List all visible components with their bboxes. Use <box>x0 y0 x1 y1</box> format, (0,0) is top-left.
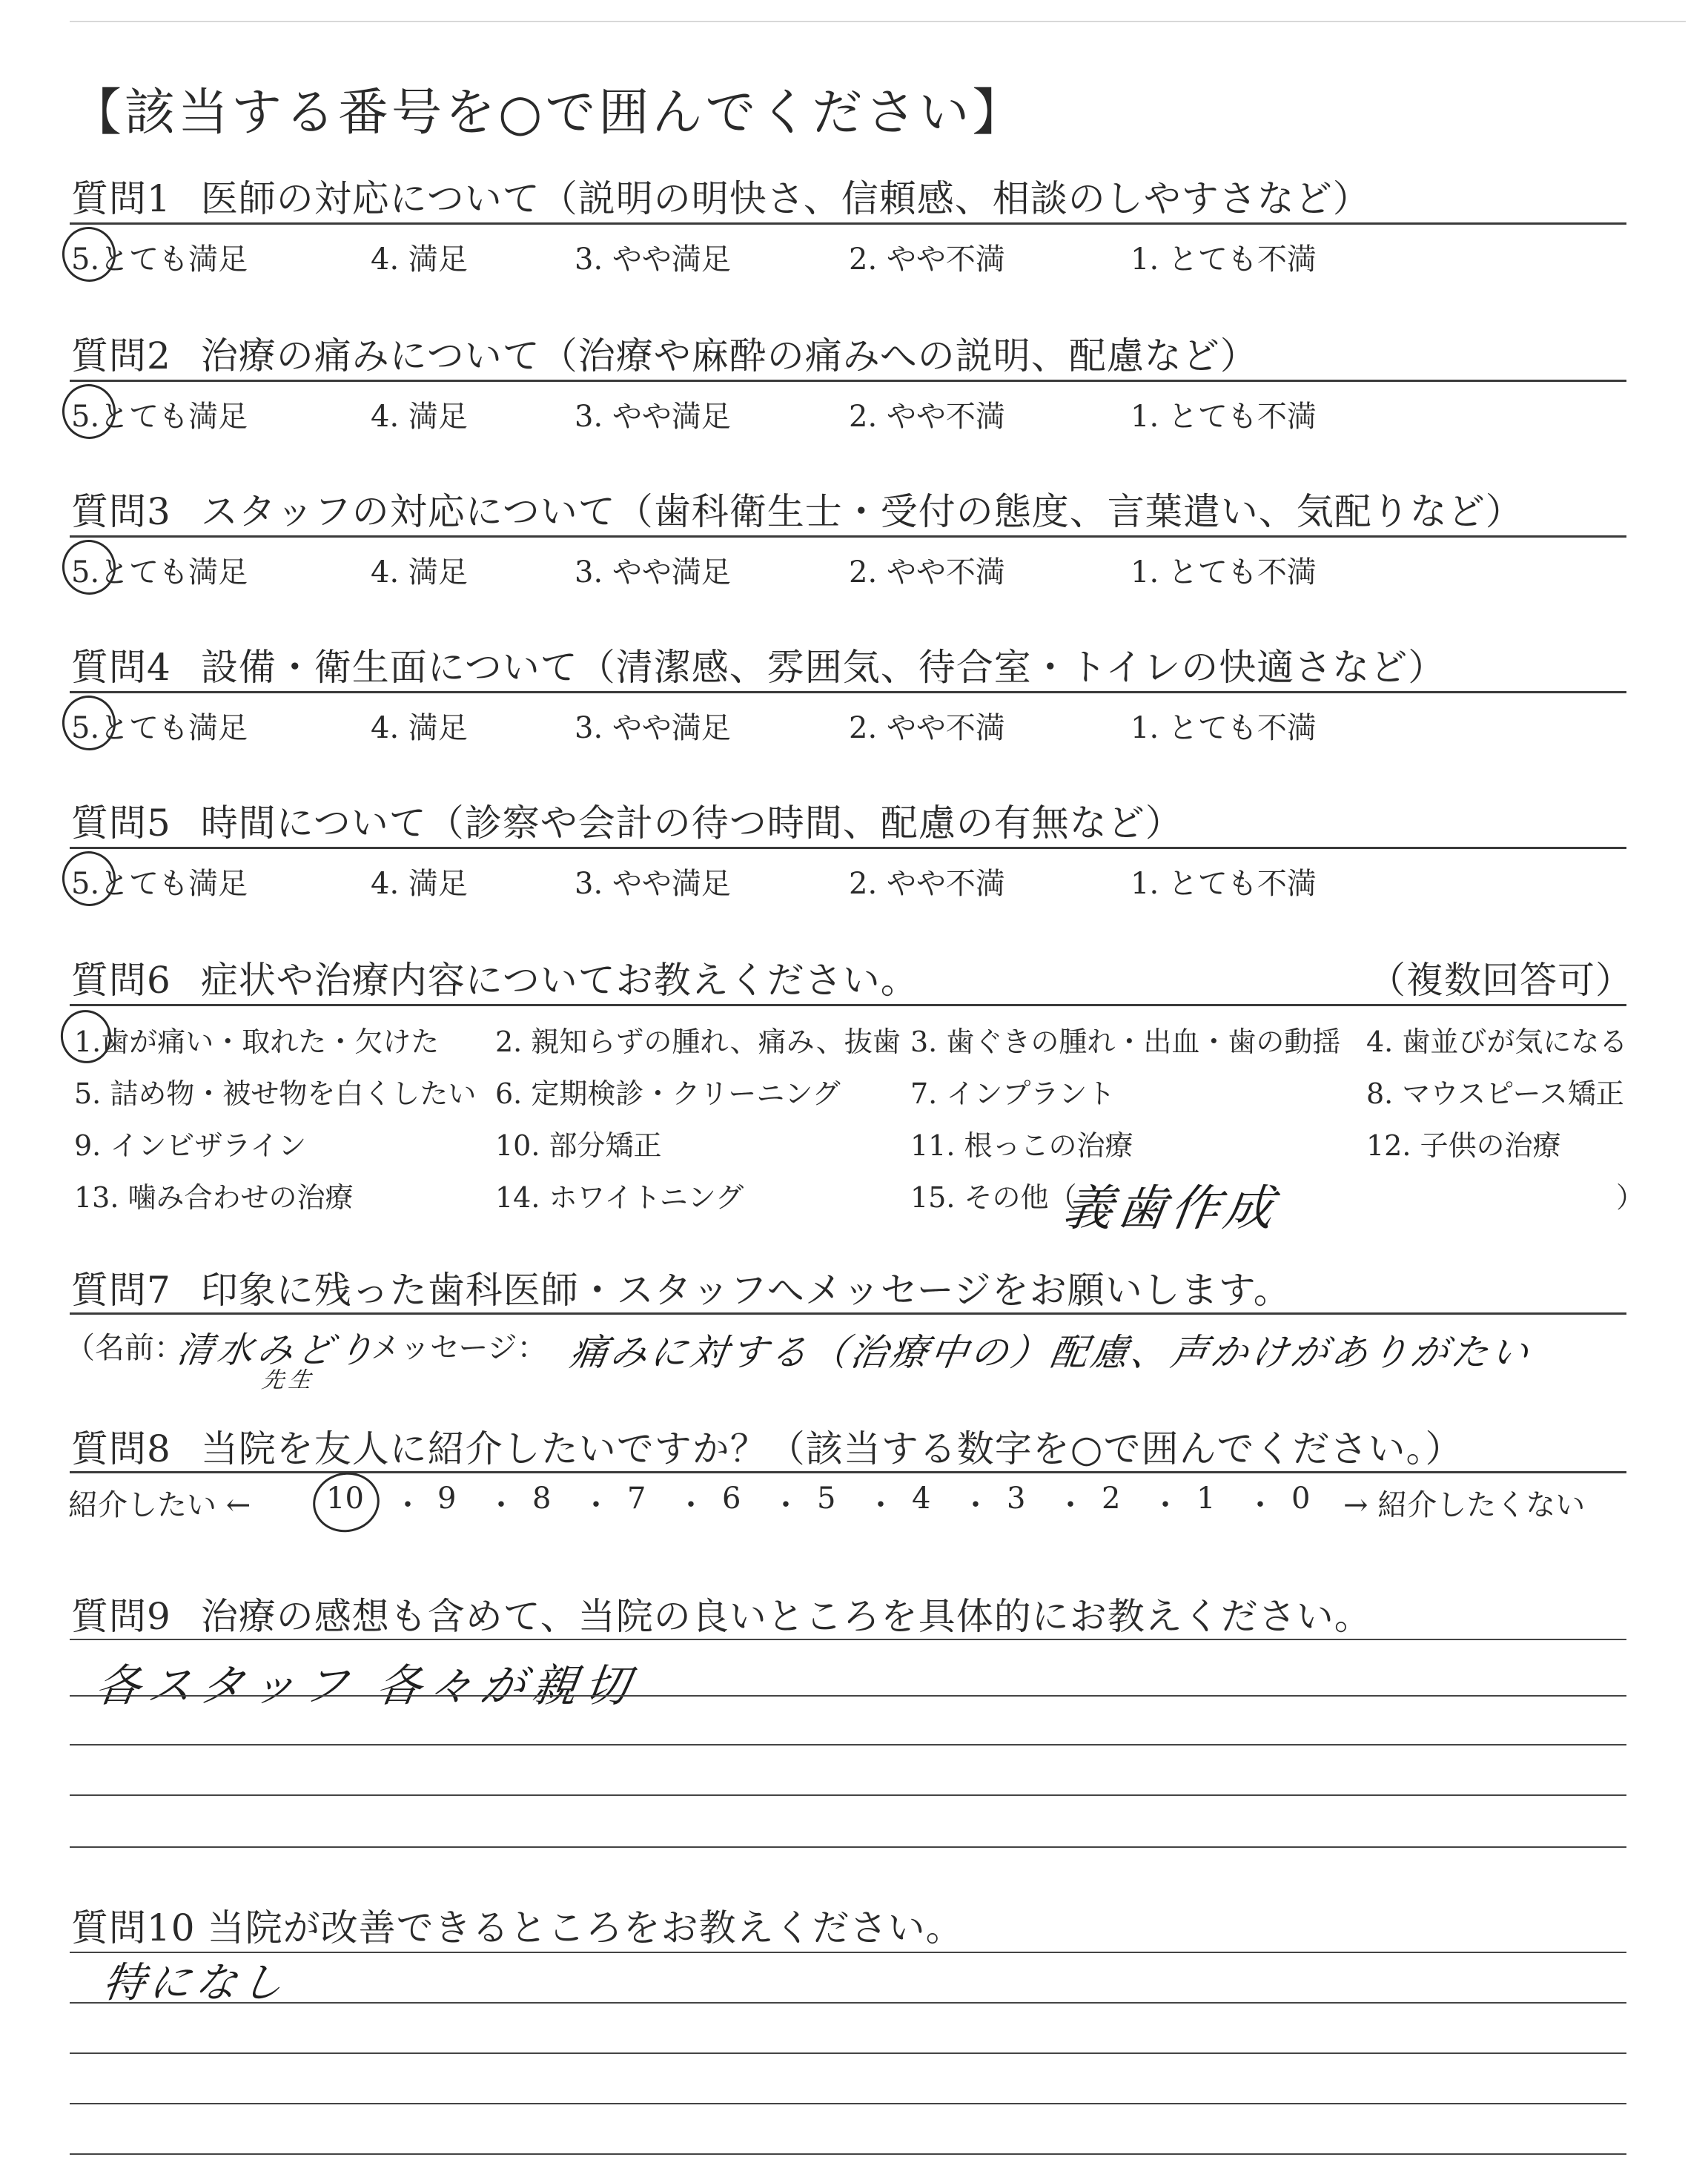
q7-name-handwritten: 清水みどり <box>174 1330 381 1371</box>
q9-rule-2 <box>70 1695 1626 1697</box>
q2-option-3[interactable]: 3. やや満足 <box>575 400 731 434</box>
q4-option-5[interactable]: 5.とても満足 <box>71 711 248 745</box>
q8-scale-9[interactable]: 9 <box>437 1482 457 1516</box>
q8-scale-10[interactable]: 10 <box>326 1482 364 1516</box>
q4-option-4[interactable]: 4. 満足 <box>371 711 468 745</box>
q1-option-2[interactable]: 2. やや不満 <box>849 242 1005 277</box>
q10-label: 質問10 当院が改善できるところをお教えください。 <box>71 1906 964 1949</box>
q8-dot: ・ <box>1245 1488 1275 1522</box>
q2-label: 質問2 治療の痛みについて（治療や麻酔の痛みへの説明、配慮など） <box>71 334 1258 377</box>
q2-rule <box>70 380 1626 382</box>
q8-dot: ・ <box>1151 1488 1180 1522</box>
q2-option-5[interactable]: 5.とても満足 <box>71 400 248 434</box>
q6-note: （複数回答可） <box>1368 959 1633 1002</box>
q4-option-3[interactable]: 3. やや満足 <box>575 711 731 745</box>
q5-option-4[interactable]: 4. 満足 <box>371 867 468 901</box>
q8-dot: ・ <box>676 1488 706 1522</box>
q3-option-4[interactable]: 4. 満足 <box>371 555 468 589</box>
q9-label: 質問9 治療の感想も含めて、当院の良いところを具体的にお教えください。 <box>71 1595 1372 1638</box>
q6-option-15[interactable]: 15. その他（ <box>910 1181 1077 1214</box>
q9-rule-4 <box>70 1794 1626 1796</box>
q8-dot: ・ <box>486 1488 516 1522</box>
q4-label: 質問4 設備・衛生面について（清潔感、雰囲気、待合室・トイレの快適さなど） <box>71 646 1446 689</box>
q8-dot: ・ <box>393 1488 423 1522</box>
q8-right-label: → 紹介したくない <box>1343 1488 1586 1522</box>
q6-label: 質問6 症状や治療内容についてお教えください。 <box>71 959 918 1002</box>
q4-rule <box>70 691 1626 693</box>
q3-option-3[interactable]: 3. やや満足 <box>575 555 731 589</box>
q8-scale-7[interactable]: 7 <box>627 1482 646 1516</box>
q6-option-7[interactable]: 7. インプラント <box>910 1077 1116 1110</box>
q9-answer-handwritten: 各スタッフ 各々が親切 <box>92 1660 640 1712</box>
q5-rule <box>70 847 1626 849</box>
q1-option-5[interactable]: 5.とても満足 <box>71 242 248 277</box>
q5-option-5[interactable]: 5.とても満足 <box>71 867 248 901</box>
q8-dot: ・ <box>1056 1488 1085 1522</box>
q8-scale-1[interactable]: 1 <box>1196 1482 1216 1516</box>
q10-rule-1 <box>70 1952 1626 1953</box>
q10-rule-3 <box>70 2052 1626 2054</box>
q4-option-2[interactable]: 2. やや不満 <box>849 711 1005 745</box>
q3-option-5[interactable]: 5.とても満足 <box>71 555 248 589</box>
page-top-border <box>70 21 1686 22</box>
q6-option-10[interactable]: 10. 部分矯正 <box>495 1129 662 1162</box>
q8-dot: ・ <box>771 1488 801 1522</box>
q3-rule <box>70 535 1626 538</box>
q9-rule-3 <box>70 1744 1626 1745</box>
q6-option-6[interactable]: 6. 定期検診・クリーニング <box>495 1077 841 1110</box>
q6-option-12[interactable]: 12. 子供の治療 <box>1366 1129 1561 1162</box>
q6-option-11[interactable]: 11. 根っこの治療 <box>910 1129 1133 1162</box>
q6-option-1[interactable]: 1.歯が痛い・取れた・欠けた <box>74 1025 440 1058</box>
q1-option-1[interactable]: 1. とても不満 <box>1131 242 1317 277</box>
q6-option-9[interactable]: 9. インビザライン <box>74 1129 307 1162</box>
q10-rule-5 <box>70 2153 1626 2155</box>
q7-name-handwritten-sub: 先生 <box>260 1367 317 1393</box>
q5-option-3[interactable]: 3. やや満足 <box>575 867 731 901</box>
q10-rule-4 <box>70 2103 1626 2104</box>
q7-message-handwritten: 痛みに対する（治療中の）配慮、声かけがありがたい <box>567 1331 1535 1374</box>
q8-rule <box>70 1471 1626 1473</box>
q2-option-2[interactable]: 2. やや不満 <box>849 400 1005 434</box>
q2-option-4[interactable]: 4. 満足 <box>371 400 468 434</box>
q8-scale-3[interactable]: 3 <box>1007 1482 1026 1516</box>
q3-option-2[interactable]: 2. やや不満 <box>849 555 1005 589</box>
q7-name-label: （名前： <box>65 1331 184 1365</box>
q6-option-4[interactable]: 4. 歯並びが気になる <box>1366 1025 1628 1058</box>
q9-rule-1 <box>70 1639 1626 1640</box>
q8-left-label: 紹介したい ← <box>68 1488 251 1522</box>
q5-label: 質問5 時間について（診察や会計の待つ時間、配慮の有無など） <box>71 802 1183 845</box>
q5-option-1[interactable]: 1. とても不満 <box>1131 867 1317 901</box>
q8-scale-2[interactable]: 2 <box>1102 1482 1121 1516</box>
q6-option-5[interactable]: 5. 詰め物・被せ物を白くしたい <box>74 1077 477 1110</box>
q8-scale-8[interactable]: 8 <box>532 1482 552 1516</box>
q6-option-3[interactable]: 3. 歯ぐきの腫れ・出血・歯の動揺 <box>910 1025 1341 1058</box>
q5-option-2[interactable]: 2. やや不満 <box>849 867 1005 901</box>
q7-label: 質問7 印象に残った歯科医師・スタッフへメッセージをお願いします。 <box>71 1269 1291 1312</box>
q7-message-label: メッセージ： <box>371 1331 547 1365</box>
q6-option-13[interactable]: 13. 噛み合わせの治療 <box>74 1181 354 1214</box>
q2-option-1[interactable]: 1. とても不満 <box>1131 400 1317 434</box>
page-title: 【該当する番号を○で囲んでください】 <box>71 84 1026 142</box>
q8-dot: ・ <box>581 1488 611 1522</box>
q8-dot: ・ <box>866 1488 896 1522</box>
q6-rule <box>70 1004 1626 1006</box>
q9-rule-5 <box>70 1846 1626 1848</box>
q3-option-1[interactable]: 1. とても不満 <box>1131 555 1317 589</box>
q8-dot: ・ <box>961 1488 990 1522</box>
q6-other-close-paren: ） <box>1616 1181 1645 1214</box>
q8-scale-4[interactable]: 4 <box>912 1482 931 1516</box>
q1-label: 質問1 医師の対応について（説明の明快さ、信頼感、相談のしやすさなど） <box>71 177 1371 220</box>
q6-option-2[interactable]: 2. 親知らずの腫れ、痛み、抜歯 <box>495 1025 901 1058</box>
q6-option-8[interactable]: 8. マウスピース矯正 <box>1366 1077 1624 1110</box>
q4-option-1[interactable]: 1. とても不満 <box>1131 711 1317 745</box>
q8-label: 質問8 当院を友人に紹介したいですか？（該当する数字を○で囲んでください。） <box>71 1427 1463 1470</box>
q8-scale-6[interactable]: 6 <box>722 1482 741 1516</box>
q1-rule <box>70 222 1626 225</box>
q1-option-3[interactable]: 3. やや満足 <box>575 242 731 277</box>
q7-rule <box>70 1312 1626 1315</box>
q8-scale-0[interactable]: 0 <box>1291 1482 1311 1516</box>
q1-option-4[interactable]: 4. 満足 <box>371 242 468 277</box>
q3-label: 質問3 スタッフの対応について（歯科衛生士・受付の態度、言葉遣い、気配りなど） <box>71 490 1523 533</box>
q10-answer-handwritten: 特になし <box>99 1959 291 2007</box>
q8-scale-5[interactable]: 5 <box>817 1482 836 1516</box>
q6-other-handwritten: 義歯作成 <box>1059 1180 1282 1237</box>
q6-option-14[interactable]: 14. ホワイトニング <box>495 1181 744 1214</box>
q10-rule-2 <box>70 2002 1626 2004</box>
